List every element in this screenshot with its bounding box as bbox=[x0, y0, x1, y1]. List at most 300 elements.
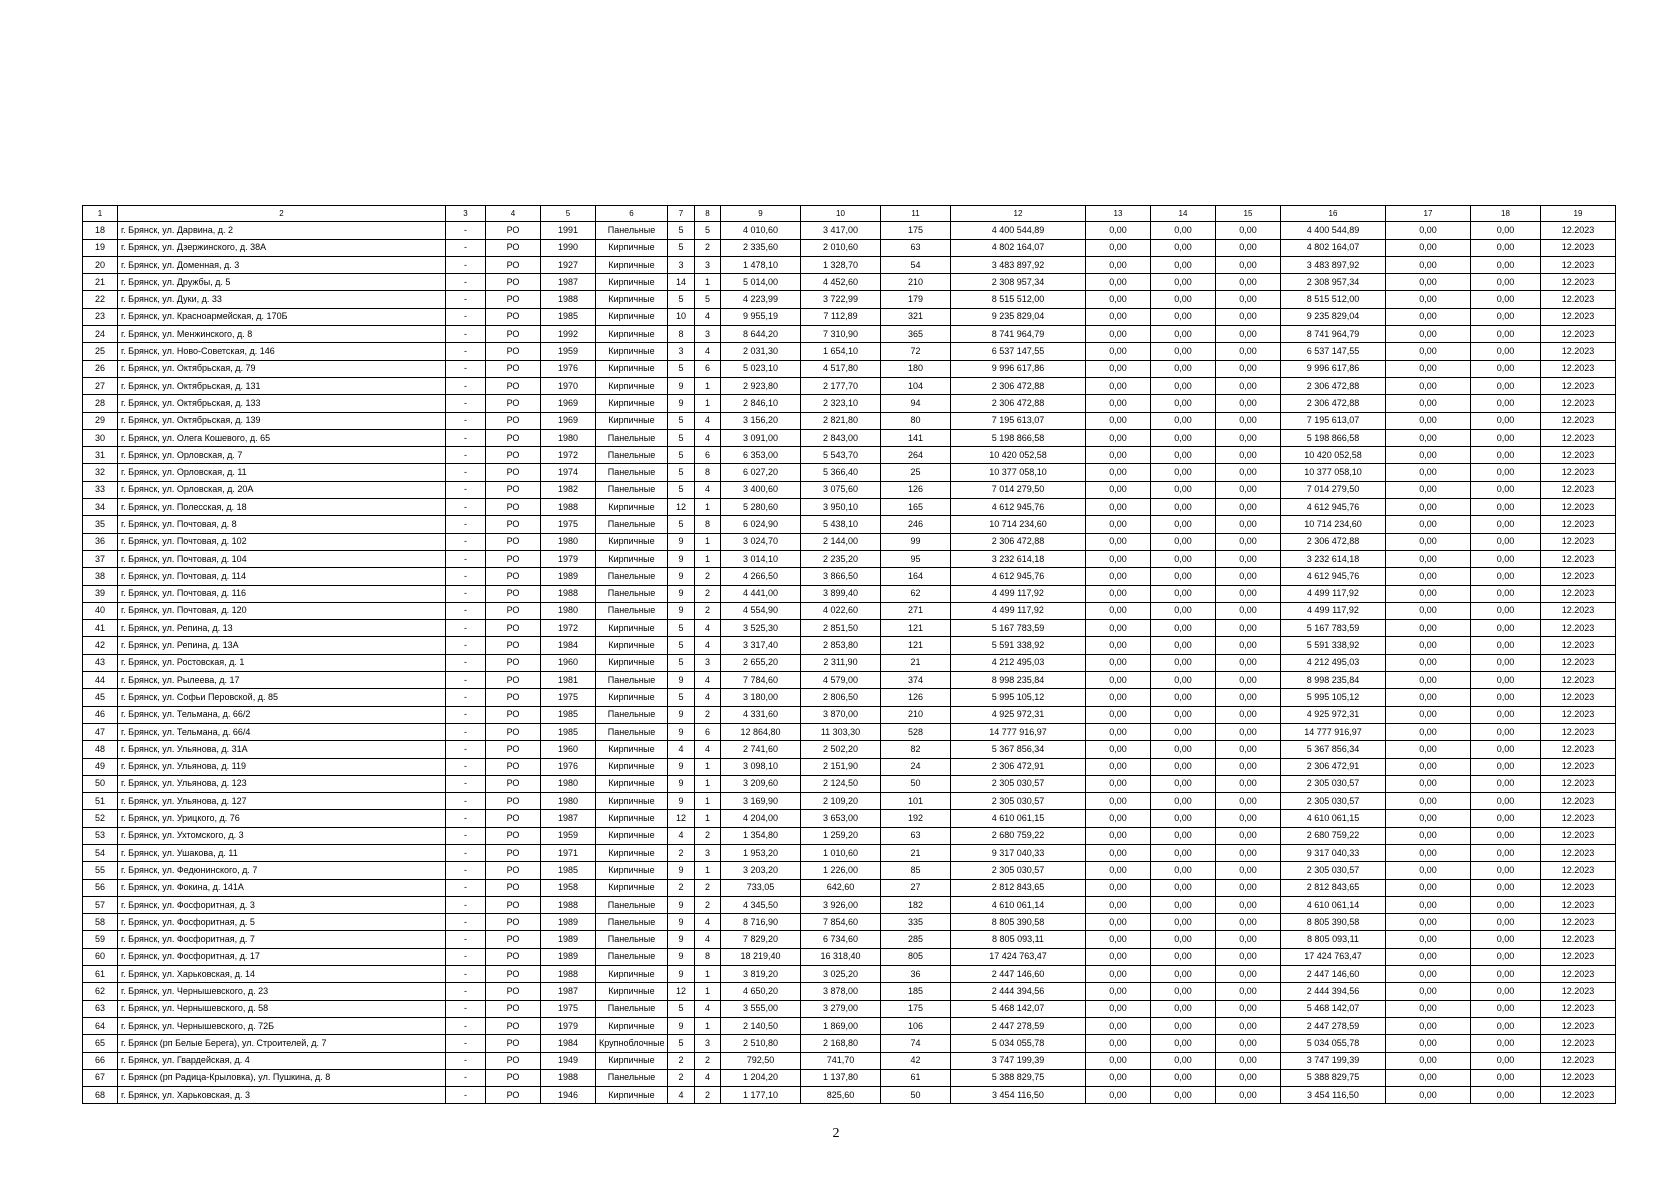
table-row bbox=[83, 689, 1616, 706]
address-cell: г. Брянск, ул. Орловская, д. 20А bbox=[118, 481, 446, 498]
table-cell: 0,00 bbox=[1151, 464, 1216, 481]
table-cell: - bbox=[446, 862, 486, 879]
table-cell: 3 156,20 bbox=[721, 412, 801, 429]
table-cell: 40 bbox=[83, 602, 118, 619]
table-cell: 12.2023 bbox=[1541, 827, 1616, 844]
table-cell: 1 bbox=[695, 533, 721, 550]
table-cell: 0,00 bbox=[1151, 948, 1216, 965]
table-cell: 1992 bbox=[541, 326, 596, 343]
table-cell: 0,00 bbox=[1386, 395, 1471, 412]
table-cell: 0,00 bbox=[1386, 1052, 1471, 1069]
table-cell: 0,00 bbox=[1216, 274, 1281, 291]
table-cell: РО bbox=[486, 1069, 541, 1086]
table-cell: 285 bbox=[881, 931, 951, 948]
address-cell: г. Брянск, ул. Гвардейская, д. 4 bbox=[118, 1052, 446, 1069]
table-cell: 12.2023 bbox=[1541, 810, 1616, 827]
table-cell: 0,00 bbox=[1086, 931, 1151, 948]
table-cell: 4 bbox=[695, 343, 721, 360]
table-cell: 0,00 bbox=[1216, 879, 1281, 896]
table-cell: 8 741 964,79 bbox=[1281, 326, 1386, 343]
table-cell: 9 bbox=[668, 723, 695, 740]
table-cell: 4 612 945,76 bbox=[1281, 568, 1386, 585]
table-cell: - bbox=[446, 568, 486, 585]
table-cell: 9 317 040,33 bbox=[951, 844, 1086, 861]
table-cell: Панельные bbox=[596, 931, 668, 948]
table-cell: 0,00 bbox=[1151, 274, 1216, 291]
column-number-cell: 1 bbox=[83, 206, 118, 222]
table-cell: 8 515 512,00 bbox=[951, 291, 1086, 308]
table-cell: 0,00 bbox=[1151, 1017, 1216, 1034]
page-number: 2 bbox=[832, 1126, 840, 1141]
table-cell: 0,00 bbox=[1471, 706, 1541, 723]
table-cell: 2 bbox=[695, 568, 721, 585]
table-cell: РО bbox=[486, 533, 541, 550]
table-cell: 6 027,20 bbox=[721, 464, 801, 481]
table-cell: Кирпичные bbox=[596, 810, 668, 827]
address-cell: г. Брянск, ул. Олега Кошевого, д. 65 bbox=[118, 429, 446, 446]
table-cell: 0,00 bbox=[1471, 516, 1541, 533]
column-number-cell: 16 bbox=[1281, 206, 1386, 222]
table-cell: 38 bbox=[83, 568, 118, 585]
table-row bbox=[83, 326, 1616, 343]
table-cell: 1971 bbox=[541, 844, 596, 861]
table-cell: Панельные bbox=[596, 568, 668, 585]
table-cell: 0,00 bbox=[1386, 464, 1471, 481]
table-cell: 4 204,00 bbox=[721, 810, 801, 827]
table-cell: 1 bbox=[695, 810, 721, 827]
table-cell: 17 424 763,47 bbox=[1281, 948, 1386, 965]
table-cell: 4 bbox=[695, 1069, 721, 1086]
column-number-cell: 13 bbox=[1086, 206, 1151, 222]
table-cell: 3 232 614,18 bbox=[951, 550, 1086, 567]
table-cell: 2 bbox=[695, 827, 721, 844]
table-cell: 0,00 bbox=[1386, 637, 1471, 654]
table-cell: 1976 bbox=[541, 758, 596, 775]
table-cell: 175 bbox=[881, 1000, 951, 1017]
table-cell: 21 bbox=[83, 274, 118, 291]
table-row bbox=[83, 654, 1616, 671]
table-cell: 0,00 bbox=[1471, 256, 1541, 273]
table-cell: РО bbox=[486, 637, 541, 654]
table-cell: 2 680 759,22 bbox=[1281, 827, 1386, 844]
table-cell: 0,00 bbox=[1386, 274, 1471, 291]
table-cell: 12.2023 bbox=[1541, 447, 1616, 464]
table-cell: 36 bbox=[83, 533, 118, 550]
table-cell: 12 864,80 bbox=[721, 723, 801, 740]
address-cell: г. Брянск, ул. Урицкого, д. 76 bbox=[118, 810, 446, 827]
table-cell: 1 bbox=[695, 983, 721, 1000]
table-cell: 2 235,20 bbox=[801, 550, 881, 567]
table-cell: 2 bbox=[668, 844, 695, 861]
table-cell: 642,60 bbox=[801, 879, 881, 896]
table-cell: 0,00 bbox=[1086, 914, 1151, 931]
table-row bbox=[83, 723, 1616, 740]
table-cell: 0,00 bbox=[1216, 862, 1281, 879]
address-cell: г. Брянск, ул. Ульянова, д. 123 bbox=[118, 775, 446, 792]
table-cell: 805 bbox=[881, 948, 951, 965]
table-cell: 0,00 bbox=[1086, 377, 1151, 394]
table-cell: 3 279,00 bbox=[801, 1000, 881, 1017]
table-cell: 1987 bbox=[541, 983, 596, 1000]
table-cell: 31 bbox=[83, 447, 118, 464]
table-cell: 0,00 bbox=[1086, 810, 1151, 827]
table-cell: 1984 bbox=[541, 637, 596, 654]
table-cell: 29 bbox=[83, 412, 118, 429]
table-cell: 1985 bbox=[541, 723, 596, 740]
table-cell: - bbox=[446, 308, 486, 325]
table-cell: 335 bbox=[881, 914, 951, 931]
table-cell: 46 bbox=[83, 706, 118, 723]
table-cell: 1980 bbox=[541, 775, 596, 792]
table-row bbox=[83, 1087, 1616, 1104]
table-cell: 1979 bbox=[541, 1017, 596, 1034]
table-cell: РО bbox=[486, 308, 541, 325]
table-cell: - bbox=[446, 672, 486, 689]
table-cell: 2 821,80 bbox=[801, 412, 881, 429]
address-cell: г. Брянск, ул. Дуки, д. 33 bbox=[118, 291, 446, 308]
table-cell: 2 109,20 bbox=[801, 793, 881, 810]
table-cell: 0,00 bbox=[1086, 1017, 1151, 1034]
table-cell: 1 bbox=[695, 793, 721, 810]
table-cell: 2 923,80 bbox=[721, 377, 801, 394]
table-cell: 1985 bbox=[541, 862, 596, 879]
table-cell: 0,00 bbox=[1386, 931, 1471, 948]
table-cell: 2 447 146,60 bbox=[951, 966, 1086, 983]
table-cell: 1959 bbox=[541, 343, 596, 360]
address-cell: г. Брянск, ул. Октябрьская, д. 131 bbox=[118, 377, 446, 394]
table-cell: 0,00 bbox=[1386, 741, 1471, 758]
table-cell: 3 025,20 bbox=[801, 966, 881, 983]
table-cell: 0,00 bbox=[1151, 1035, 1216, 1052]
table-cell: 14 777 916,97 bbox=[1281, 723, 1386, 740]
table-cell: Кирпичные bbox=[596, 256, 668, 273]
table-cell: 5 034 055,78 bbox=[951, 1035, 1086, 1052]
table-cell: - bbox=[446, 291, 486, 308]
table-cell: 1975 bbox=[541, 516, 596, 533]
table-cell: 18 219,40 bbox=[721, 948, 801, 965]
table-cell: РО bbox=[486, 343, 541, 360]
table-cell: 5 bbox=[668, 412, 695, 429]
table-cell: 12.2023 bbox=[1541, 741, 1616, 758]
table-cell: 0,00 bbox=[1086, 689, 1151, 706]
table-cell: 210 bbox=[881, 706, 951, 723]
table-cell: 0,00 bbox=[1151, 308, 1216, 325]
table-cell: 6 024,90 bbox=[721, 516, 801, 533]
table-cell: Кирпичные bbox=[596, 844, 668, 861]
table-cell: РО bbox=[486, 239, 541, 256]
table-cell: - bbox=[446, 1087, 486, 1104]
table-cell: 43 bbox=[83, 654, 118, 671]
table-cell: 0,00 bbox=[1386, 810, 1471, 827]
table-cell: Кирпичные bbox=[596, 1087, 668, 1104]
table-cell: 22 bbox=[83, 291, 118, 308]
table-cell: 10 420 052,58 bbox=[951, 447, 1086, 464]
address-cell: г. Брянск, ул. Репина, д. 13 bbox=[118, 620, 446, 637]
table-cell: 4 554,90 bbox=[721, 602, 801, 619]
table-cell: 0,00 bbox=[1386, 447, 1471, 464]
table-cell: 3 555,00 bbox=[721, 1000, 801, 1017]
table-cell: 1 204,20 bbox=[721, 1069, 801, 1086]
table-cell: Кирпичные bbox=[596, 741, 668, 758]
table-cell: 0,00 bbox=[1471, 844, 1541, 861]
table-cell: 1974 bbox=[541, 464, 596, 481]
table-cell: 0,00 bbox=[1086, 429, 1151, 446]
table-cell: 9 bbox=[668, 914, 695, 931]
table-cell: 10 420 052,58 bbox=[1281, 447, 1386, 464]
table-cell: 0,00 bbox=[1471, 533, 1541, 550]
table-cell: 0,00 bbox=[1216, 1052, 1281, 1069]
address-cell: г. Брянск, ул. Дарвина, д. 2 bbox=[118, 222, 446, 239]
table-cell: 12.2023 bbox=[1541, 602, 1616, 619]
table-cell: 0,00 bbox=[1151, 360, 1216, 377]
table-cell: - bbox=[446, 585, 486, 602]
table-cell: 1987 bbox=[541, 810, 596, 827]
table-cell: 58 bbox=[83, 914, 118, 931]
table-cell: РО bbox=[486, 360, 541, 377]
table-cell: 5 995 105,12 bbox=[1281, 689, 1386, 706]
table-cell: 3 950,10 bbox=[801, 499, 881, 516]
address-cell: г. Брянск, ул. Орловская, д. 7 bbox=[118, 447, 446, 464]
table-cell: 126 bbox=[881, 481, 951, 498]
table-cell: 528 bbox=[881, 723, 951, 740]
table-cell: 0,00 bbox=[1216, 637, 1281, 654]
table-cell: 12.2023 bbox=[1541, 222, 1616, 239]
table-cell: 0,00 bbox=[1386, 308, 1471, 325]
column-number-cell: 6 bbox=[596, 206, 668, 222]
table-cell: 9 bbox=[668, 533, 695, 550]
table-cell: 0,00 bbox=[1471, 637, 1541, 654]
table-cell: 1 177,10 bbox=[721, 1087, 801, 1104]
table-cell: Панельные bbox=[596, 585, 668, 602]
table-cell: 0,00 bbox=[1216, 827, 1281, 844]
table-cell: 2 502,20 bbox=[801, 741, 881, 758]
table-cell: 0,00 bbox=[1086, 1087, 1151, 1104]
table-cell: 2 853,80 bbox=[801, 637, 881, 654]
table-cell: 1 869,00 bbox=[801, 1017, 881, 1034]
table-cell: 9 235 829,04 bbox=[951, 308, 1086, 325]
table-cell: 9 bbox=[668, 931, 695, 948]
table-cell: 12.2023 bbox=[1541, 343, 1616, 360]
table-cell: 5 bbox=[668, 516, 695, 533]
table-cell: 0,00 bbox=[1151, 914, 1216, 931]
table-cell: 42 bbox=[881, 1052, 951, 1069]
table-cell: 192 bbox=[881, 810, 951, 827]
table-cell: 0,00 bbox=[1216, 1000, 1281, 1017]
table-row bbox=[83, 844, 1616, 861]
table-row bbox=[83, 793, 1616, 810]
table-cell: 4 802 164,07 bbox=[1281, 239, 1386, 256]
table-cell: 5 591 338,92 bbox=[1281, 637, 1386, 654]
table-cell: - bbox=[446, 239, 486, 256]
table-cell: 2 812 843,65 bbox=[951, 879, 1086, 896]
table-cell: - bbox=[446, 429, 486, 446]
table-cell: - bbox=[446, 377, 486, 394]
table-cell: 0,00 bbox=[1471, 966, 1541, 983]
table-cell: - bbox=[446, 758, 486, 775]
table-cell: Кирпичные bbox=[596, 793, 668, 810]
table-cell: 4 022,60 bbox=[801, 602, 881, 619]
address-cell: г. Брянск, ул. Фосфоритная, д. 7 bbox=[118, 931, 446, 948]
table-cell: РО bbox=[486, 741, 541, 758]
table-cell: РО bbox=[486, 326, 541, 343]
table-cell: 2 151,90 bbox=[801, 758, 881, 775]
table-cell: 4 bbox=[695, 741, 721, 758]
table-cell: 374 bbox=[881, 672, 951, 689]
table-cell: 0,00 bbox=[1151, 810, 1216, 827]
column-number-cell: 9 bbox=[721, 206, 801, 222]
table-cell: 0,00 bbox=[1471, 585, 1541, 602]
table-cell: Кирпичные bbox=[596, 1052, 668, 1069]
table-cell: 0,00 bbox=[1151, 879, 1216, 896]
table-row bbox=[83, 585, 1616, 602]
address-cell: г. Брянск, ул. Дружбы, д. 5 bbox=[118, 274, 446, 291]
table-cell: 2 444 394,56 bbox=[951, 983, 1086, 1000]
table-cell: 0,00 bbox=[1216, 585, 1281, 602]
table-cell: 4 bbox=[695, 931, 721, 948]
address-cell: г. Брянск, ул. Октябрьская, д. 139 bbox=[118, 412, 446, 429]
table-cell: 3 169,90 bbox=[721, 793, 801, 810]
table-cell: - bbox=[446, 723, 486, 740]
table-cell: 0,00 bbox=[1086, 464, 1151, 481]
table-cell: 0,00 bbox=[1086, 516, 1151, 533]
table-cell: 1960 bbox=[541, 741, 596, 758]
table-cell: 0,00 bbox=[1386, 429, 1471, 446]
table-cell: 4 400 544,89 bbox=[951, 222, 1086, 239]
table-cell: 2 843,00 bbox=[801, 429, 881, 446]
table-cell: 12.2023 bbox=[1541, 464, 1616, 481]
table-cell: Кирпичные bbox=[596, 827, 668, 844]
table-cell: 12.2023 bbox=[1541, 844, 1616, 861]
table-cell: 0,00 bbox=[1151, 326, 1216, 343]
table-cell: 104 bbox=[881, 377, 951, 394]
table-cell: 3 747 199,39 bbox=[951, 1052, 1086, 1069]
table-cell: 0,00 bbox=[1471, 654, 1541, 671]
table-cell: Кирпичные bbox=[596, 966, 668, 983]
table-cell: 5 995 105,12 bbox=[951, 689, 1086, 706]
table-cell: - bbox=[446, 775, 486, 792]
table-cell: 0,00 bbox=[1386, 1087, 1471, 1104]
table-cell: 9 235 829,04 bbox=[1281, 308, 1386, 325]
table-cell: 1989 bbox=[541, 931, 596, 948]
table-cell: 0,00 bbox=[1471, 896, 1541, 913]
table-cell: 9 bbox=[668, 568, 695, 585]
table-cell: 0,00 bbox=[1216, 256, 1281, 273]
table-cell: 4 bbox=[695, 637, 721, 654]
table-cell: 12.2023 bbox=[1541, 1035, 1616, 1052]
table-cell: 0,00 bbox=[1386, 1000, 1471, 1017]
table-cell: 0,00 bbox=[1086, 948, 1151, 965]
table-cell: 45 bbox=[83, 689, 118, 706]
table-cell: 4 612 945,76 bbox=[951, 499, 1086, 516]
table-cell: 99 bbox=[881, 533, 951, 550]
table-cell: 0,00 bbox=[1216, 602, 1281, 619]
table-cell: 0,00 bbox=[1086, 862, 1151, 879]
table-cell: 0,00 bbox=[1471, 499, 1541, 516]
address-cell: г. Брянск, ул. Почтовая, д. 120 bbox=[118, 602, 446, 619]
table-cell: 0,00 bbox=[1386, 654, 1471, 671]
table-cell: 0,00 bbox=[1386, 239, 1471, 256]
table-cell: 12.2023 bbox=[1541, 429, 1616, 446]
table-cell: 5 367 856,34 bbox=[1281, 741, 1386, 758]
table-cell: 0,00 bbox=[1151, 723, 1216, 740]
table-cell: - bbox=[446, 637, 486, 654]
table-cell: 0,00 bbox=[1471, 429, 1541, 446]
table-cell: 5 bbox=[668, 464, 695, 481]
table-cell: 1 bbox=[695, 377, 721, 394]
table-cell: 2 305 030,57 bbox=[951, 775, 1086, 792]
table-cell: 2 306 472,91 bbox=[1281, 758, 1386, 775]
table-cell: 10 bbox=[668, 308, 695, 325]
table-cell: 5 bbox=[668, 222, 695, 239]
table-cell: 0,00 bbox=[1086, 983, 1151, 1000]
table-cell: 9 bbox=[668, 1017, 695, 1034]
table-cell: 5 bbox=[668, 447, 695, 464]
table-cell: 4 925 972,31 bbox=[1281, 706, 1386, 723]
table-cell: 5 543,70 bbox=[801, 447, 881, 464]
table-cell: 1969 bbox=[541, 412, 596, 429]
table-cell: 121 bbox=[881, 620, 951, 637]
table-cell: 0,00 bbox=[1471, 239, 1541, 256]
table-cell: - bbox=[446, 1035, 486, 1052]
table-cell: 12.2023 bbox=[1541, 637, 1616, 654]
table-cell: 14 777 916,97 bbox=[951, 723, 1086, 740]
table-cell: 55 bbox=[83, 862, 118, 879]
table-cell: 1 bbox=[695, 775, 721, 792]
address-cell: г. Брянск, ул. Харьковская, д. 14 bbox=[118, 966, 446, 983]
table-row bbox=[83, 274, 1616, 291]
table-cell: РО bbox=[486, 827, 541, 844]
table-cell: 741,70 bbox=[801, 1052, 881, 1069]
table-row bbox=[83, 827, 1616, 844]
table-cell: 9 bbox=[668, 602, 695, 619]
table-row bbox=[83, 758, 1616, 775]
table-cell: Кирпичные bbox=[596, 377, 668, 394]
table-cell: 0,00 bbox=[1151, 291, 1216, 308]
table-cell: 2 306 472,88 bbox=[1281, 377, 1386, 394]
table-cell: 12.2023 bbox=[1541, 672, 1616, 689]
table-cell: 4 bbox=[668, 827, 695, 844]
table-cell: 21 bbox=[881, 844, 951, 861]
table-cell: 4 612 945,76 bbox=[951, 568, 1086, 585]
table-cell: 1 137,80 bbox=[801, 1069, 881, 1086]
table-cell: 34 bbox=[83, 499, 118, 516]
table-cell: 0,00 bbox=[1151, 844, 1216, 861]
table-cell: 0,00 bbox=[1471, 672, 1541, 689]
table-cell: 19 bbox=[83, 239, 118, 256]
table-cell: 1984 bbox=[541, 1035, 596, 1052]
table-cell: 165 bbox=[881, 499, 951, 516]
table-cell: Кирпичные bbox=[596, 689, 668, 706]
table-cell: 3 866,50 bbox=[801, 568, 881, 585]
table-cell: 246 bbox=[881, 516, 951, 533]
table-cell: - bbox=[446, 222, 486, 239]
table-cell: 0,00 bbox=[1386, 481, 1471, 498]
table-row bbox=[83, 499, 1616, 516]
table-cell: РО bbox=[486, 775, 541, 792]
table-cell: - bbox=[446, 274, 486, 291]
table-cell: 1980 bbox=[541, 533, 596, 550]
table-cell: Кирпичные bbox=[596, 499, 668, 516]
table-cell: 8 bbox=[695, 464, 721, 481]
table-cell: РО bbox=[486, 395, 541, 412]
table-cell: 4 610 061,14 bbox=[951, 896, 1086, 913]
table-cell: 5 198 866,58 bbox=[1281, 429, 1386, 446]
address-cell: г. Брянск, ул. Фокина, д. 141А bbox=[118, 879, 446, 896]
table-cell: Панельные bbox=[596, 602, 668, 619]
table-cell: 12.2023 bbox=[1541, 1000, 1616, 1017]
address-cell: г. Брянск, ул. Чернышевского, д. 23 bbox=[118, 983, 446, 1000]
table-row bbox=[83, 741, 1616, 758]
